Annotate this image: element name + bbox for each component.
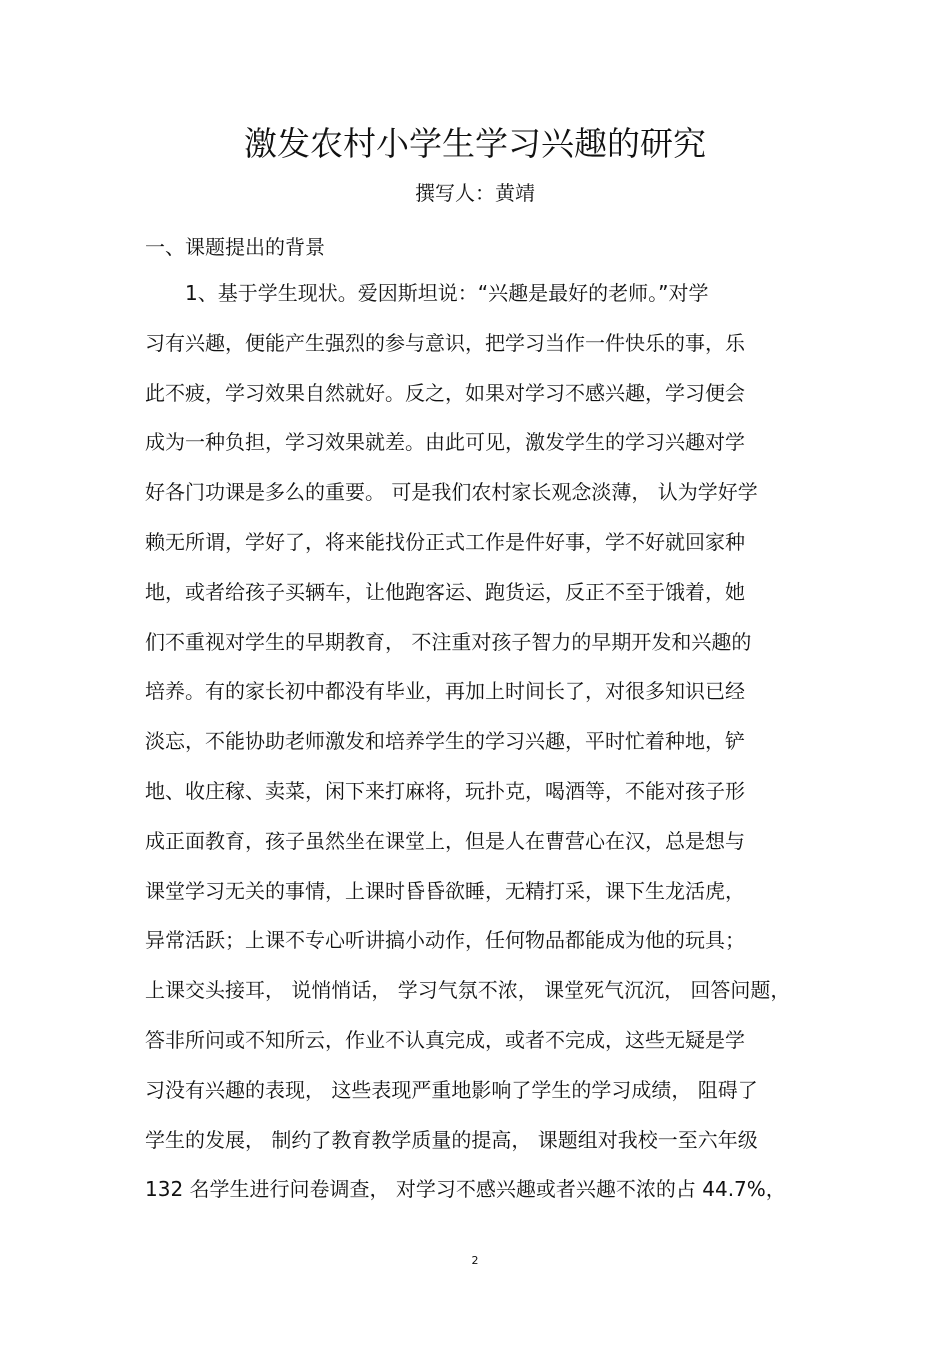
paragraph-line: 答非所问或不知所云，作业不认真完成，或者不完成，这些无疑是学 <box>145 1027 745 1052</box>
page-number: 2 <box>471 1254 479 1267</box>
paragraph-line: 习没有兴趣的表现， 这些表现严重地影响了学生的学习成绩， 阻碍了 <box>145 1077 758 1102</box>
paragraph-line: 习有兴趣，便能产生强烈的参与意识，把学习当作一件快乐的事，乐 <box>145 330 745 355</box>
paragraph-line: 学生的发展， 制约了教育教学质量的提高， 课题组对我校一至六年级 <box>145 1127 758 1152</box>
paragraph-line: 地、收庄稼、卖菜，闲下来打麻将，玩扑克，喝酒等，不能对孩子形 <box>145 778 745 803</box>
author-line: 撰写人：黄靖 <box>415 181 535 205</box>
paragraph-line: 淡忘，不能协助老师激发和培养学生的学习兴趣，平时忙着种地，铲 <box>145 729 745 754</box>
paragraph-line: 1、基于学生现状。爱因斯坦说：“兴趣是最好的老师。”对学 <box>185 281 709 305</box>
paragraph-line: 地，或者给孩子买辆车，让他跑客运、跑货运，反正不至于饿着，她 <box>145 579 745 604</box>
paragraph-line: 异常活跃；上课不专心听讲搞小动作，任何物品都能成为他的玩具； <box>145 928 745 953</box>
paragraph-line: 成为一种负担，学习效果就差。由此可见，激发学生的学习兴趣对学 <box>145 430 745 455</box>
document-title: 激发农村小学生学习兴趣的研究 <box>244 124 706 163</box>
section-heading: 一、课题提出的背景 <box>145 235 325 259</box>
paragraph-line: 上课交头接耳， 说悄悄话， 学习气氛不浓， 课堂死气沉沉， 回答问题， <box>145 978 791 1003</box>
paragraph-line: 成正面教育，孩子虽然坐在课堂上，但是人在曹营心在汉，总是想与 <box>145 828 745 853</box>
paragraph-line: 课堂学习无关的事情，上课时昏昏欲睡，无精打采，课下生龙活虎， <box>145 878 745 903</box>
paragraph-line: 好各门功课是多么的重要。 可是我们农村家长观念淡薄， 认为学好学 <box>145 480 758 505</box>
paragraph-line: 132 名学生进行问卷调查， 对学习不感兴趣或者兴趣不浓的占 44.7%， <box>145 1177 786 1202</box>
paragraph-line: 赖无所谓，学好了，将来能找份正式工作是件好事，学不好就回家种 <box>145 529 745 554</box>
paragraph-line: 培养。有的家长初中都没有毕业，再加上时间长了，对很多知识已经 <box>145 679 745 704</box>
paragraph-line: 此不疲，学习效果自然就好。反之，如果对学习不感兴趣，学习便会 <box>145 380 745 405</box>
body-paragraph <box>145 280 810 1226</box>
paragraph-line: 们不重视对学生的早期教育， 不注重对孩子智力的早期开发和兴趣的 <box>145 629 752 654</box>
